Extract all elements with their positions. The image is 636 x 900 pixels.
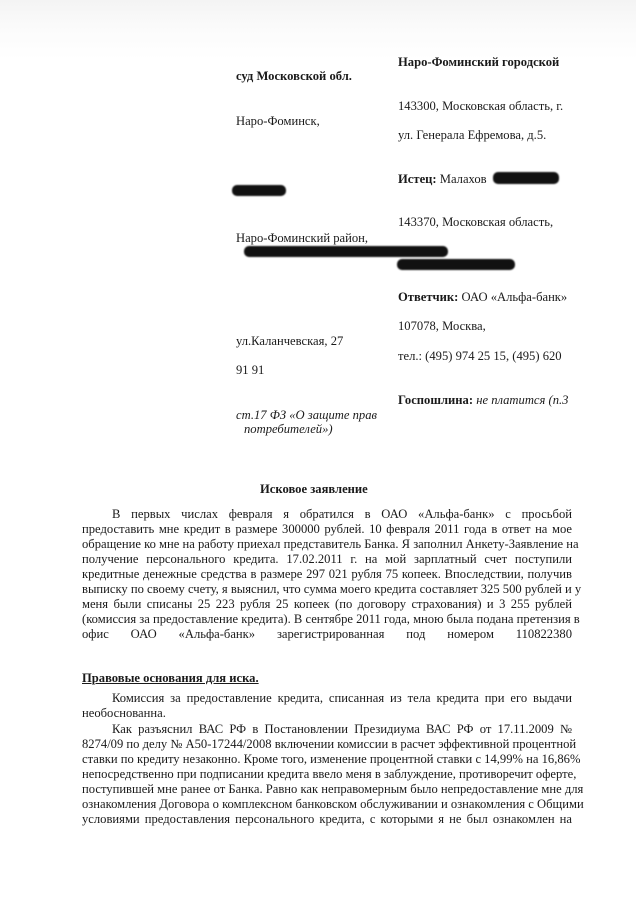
body-line: необоснованна. — [82, 706, 166, 720]
state-duty-law-line1: ст.17 ФЗ «О защите прав — [236, 408, 377, 422]
state-duty-law-line2: потребителей») — [244, 422, 333, 436]
state-duty-value: не платится (п.3 — [476, 393, 569, 407]
body-line: непосредственно при подписании кредита ввело меня в заблуждение, противоречит оферте, — [82, 767, 577, 781]
defendant-phone-cont: 91 91 — [236, 363, 265, 377]
court-name-line2: суд Московской обл. — [236, 69, 352, 83]
body-line: Как разъяснил ВАС РФ в Постановлении Президиума ВАС РФ от 17.11.2009 № — [112, 722, 572, 736]
body-line: В первых числах февраля я обратился в ОАО «Альфа-банк» с просьбой — [112, 507, 572, 521]
defendant-name: ОАО «Альфа-банк» — [461, 290, 568, 304]
body-line: ставки по кредиту незаконно. Кроме того, изменение процентной ставки с 14,99% на 16,86% — [82, 752, 581, 766]
court-address-city: Наро-Фоминск, — [236, 114, 320, 128]
body-line: предоставить мне кредит в размере 300000 рублей. 10 февраля 2011 года в ответ на мое — [82, 522, 572, 536]
plaintiff-address-district: Наро-Фоминский район, — [236, 231, 369, 245]
state-duty-label: Госпошлина: — [398, 393, 474, 407]
body-line: обращение ко мне на работу приехал представитель Банка. Я заполнил Анкету-Заявление на — [82, 537, 579, 551]
document-title: Исковое заявление — [260, 482, 368, 496]
body-line: условиями предоставления персонального кредита, с которыми я не был ознакомлен на — [82, 812, 572, 826]
body-line: меня были списаны 25 223 рубля 25 копеек (по договору страхования) и 3 255 рублей — [82, 597, 572, 611]
body-line: (комиссия за предоставление кредита). В сентябре 2011 года, мною была подана претензия в — [82, 612, 580, 626]
court-address-line1: 143300, Московская область, г. — [398, 99, 564, 113]
body-line: поступившей мне ранее от Банка. Равно как неправомерным было непредоставление мне для — [82, 782, 584, 796]
body-line: Комиссия за предоставление кредита, списанная из тела кредита при его выдачи — [112, 691, 572, 705]
body-line: кредитные денежные средства в размере 297 021 рубля 75 копеек. Впоследствии, получив — [82, 567, 572, 581]
section-heading: Правовые основания для иска. — [82, 671, 259, 685]
body-line: выписку по своему счету, я выяснил, что сумма моего кредита составляет 325 500 рублей и у — [82, 582, 582, 596]
state-duty-line — [398, 392, 568, 408]
body-line: ознакомления Договора о комплексном банковском обслуживании и ознакомления с Общими — [82, 797, 584, 811]
body-line: 8274/09 по делу № А50-17244/2008 включении комиссии в расчет эффективной процентной — [82, 737, 577, 751]
defendant-label: Ответчик: — [398, 290, 459, 304]
defendant-address-line1: 107078, Москва, — [398, 319, 486, 333]
redaction-mark — [397, 259, 515, 270]
defendant-phone: тел.: (495) 974 25 15, (495) 620 — [398, 349, 562, 363]
defendant-address-street: ул.Каланчевская, 27 — [236, 334, 344, 348]
defendant-line — [398, 289, 567, 305]
plaintiff-label: Истец: — [398, 172, 437, 186]
redaction-mark — [244, 246, 448, 257]
redaction-mark — [232, 185, 286, 196]
body-line: получение персонального кредита. 17.02.2011 г. на мой зарплатный счет поступили — [82, 552, 572, 566]
body-line: офис ОАО «Альфа-банк» зарегистрированная под номером 110822380 — [82, 627, 572, 641]
redaction-mark — [493, 172, 559, 184]
plaintiff-name: Малахов — [439, 172, 487, 186]
plaintiff-address-line1: 143370, Московская область, — [398, 215, 554, 229]
plaintiff-line — [398, 171, 487, 187]
court-address-line2: ул. Генерала Ефремова, д.5. — [398, 128, 547, 142]
court-name-line1: Наро-Фоминский городской — [398, 55, 560, 69]
